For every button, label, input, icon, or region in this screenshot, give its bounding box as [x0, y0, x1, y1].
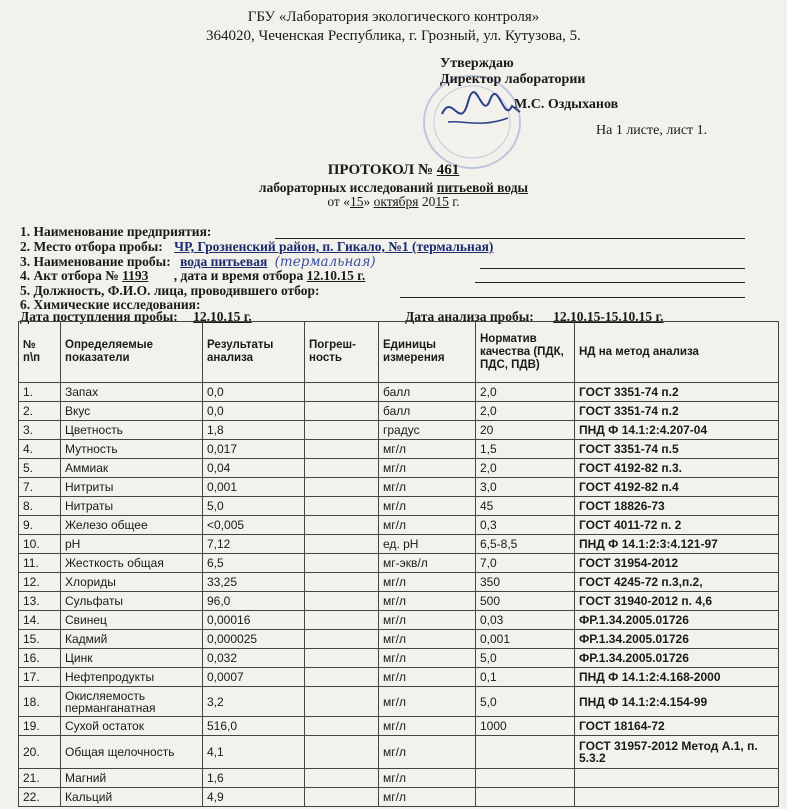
row-result: 0,017 — [203, 440, 305, 459]
receipt-date-label: Дата поступления пробы: — [20, 309, 178, 324]
row-units: мг/л — [379, 717, 476, 736]
row-method: ГОСТ 31954-2012 — [575, 554, 779, 573]
row-number: 1. — [19, 383, 61, 402]
row-method: ПНД Ф 14.1:2:4.154-99 — [575, 687, 779, 717]
row-error — [305, 535, 379, 554]
header-indicator: Определяемые показатели — [61, 322, 203, 383]
row-result: 96,0 — [203, 592, 305, 611]
row-indicator: Железо общее — [61, 516, 203, 535]
row-method: ГОСТ 4192-82 п.3. — [575, 459, 779, 478]
org-name: ГБУ «Лаборатория экологического контроля» — [247, 9, 540, 25]
row-result: 4,9 — [203, 788, 305, 807]
row-method: ФР.1.34.2005.01726 — [575, 630, 779, 649]
row-number: 15. — [19, 630, 61, 649]
row-indicator: Вкус — [61, 402, 203, 421]
row-result: 33,25 — [203, 573, 305, 592]
row-indicator: Магний — [61, 769, 203, 788]
row-norm: 2,0 — [476, 459, 575, 478]
sampling-place-value: ЧР, Грозненский район, п. Гикало, №1 (термальная) — [174, 239, 494, 254]
row-norm: 3,0 — [476, 478, 575, 497]
act-date: 12.10.15 г. — [306, 268, 366, 283]
row-norm: 0,001 — [476, 630, 575, 649]
row-error — [305, 668, 379, 687]
header-error: Погреш-ность — [305, 322, 379, 383]
row-method: ГОСТ 31940-2012 п. 4,6 — [575, 592, 779, 611]
director-name: М.С. Оздыханов — [514, 97, 619, 112]
act-number: 1193 — [122, 268, 149, 283]
table-row — [19, 440, 779, 459]
row-error — [305, 478, 379, 497]
row-number: 4. — [19, 440, 61, 459]
table-header-row — [19, 322, 779, 383]
sampling-place-label: 2. Место отбора пробы: — [20, 239, 163, 254]
row-indicator: Кадмий — [61, 630, 203, 649]
header-number: № п\п — [19, 322, 61, 383]
row-units: мг/л — [379, 592, 476, 611]
row-units: мг/л — [379, 516, 476, 535]
row-result: 3,2 — [203, 687, 305, 717]
row-number: 14. — [19, 611, 61, 630]
row-norm: 500 — [476, 592, 575, 611]
row-indicator: Сухой остаток — [61, 717, 203, 736]
sample-name-value: вода питьевая — [180, 254, 268, 269]
table-row — [19, 687, 779, 717]
row-units: мг/л — [379, 769, 476, 788]
protocol-number: 461 — [436, 162, 460, 178]
row-norm: 350 — [476, 573, 575, 592]
row-method: ГОСТ 18164-72 — [575, 717, 779, 736]
row-method: ГОСТ 3351-74 п.2 — [575, 402, 779, 421]
row-number: 12. — [19, 573, 61, 592]
row-number: 5. — [19, 459, 61, 478]
act-mid: , дата и время отбора — [173, 268, 304, 283]
row-number: 16. — [19, 649, 61, 668]
row-indicator: Кальций — [61, 788, 203, 807]
row-error — [305, 497, 379, 516]
row-method: ПНД Ф 14.1:2:3:4.121-97 — [575, 535, 779, 554]
row-units: мг-экв/л — [379, 554, 476, 573]
table-row — [19, 383, 779, 402]
row-result: 0,032 — [203, 649, 305, 668]
row-method: ГОСТ 4192-82 п.4 — [575, 478, 779, 497]
row-error — [305, 383, 379, 402]
table-row — [19, 769, 779, 788]
analysis-date-value: 12.10.15-15.10.15 г. — [553, 309, 664, 324]
row-result: 1,8 — [203, 421, 305, 440]
row-indicator: Запах — [61, 383, 203, 402]
row-method: ПНД Ф 14.1:2:4.207-04 — [575, 421, 779, 440]
row-method: ПНД Ф 14.1:2:4.168-2000 — [575, 668, 779, 687]
row-number: 13. — [19, 592, 61, 611]
row-units: градус — [379, 421, 476, 440]
date-mid: » — [363, 194, 371, 209]
date-year-suffix: г. — [452, 194, 460, 209]
date-prefix: от « — [327, 194, 350, 209]
row-result: 0,001 — [203, 478, 305, 497]
row-number: 22. — [19, 788, 61, 807]
sheet-info: На 1 листе, лист 1. — [596, 123, 708, 138]
row-result: <0,005 — [203, 516, 305, 535]
row-number: 19. — [19, 717, 61, 736]
table-row — [19, 592, 779, 611]
row-indicator: Общая щелочность — [61, 736, 203, 769]
row-error — [305, 769, 379, 788]
row-units: мг/л — [379, 440, 476, 459]
field-enterprise: 1. Наименование предприятия: — [20, 224, 212, 239]
row-indicator: Жесткость общая — [61, 554, 203, 573]
row-result: 0,0007 — [203, 668, 305, 687]
analysis-date-label: Дата анализа пробы: — [405, 309, 534, 324]
row-norm: 5,0 — [476, 649, 575, 668]
subtitle-value: питьевой воды — [436, 180, 529, 195]
row-number: 11. — [19, 554, 61, 573]
row-method — [575, 769, 779, 788]
field-sample-name-line — [480, 268, 745, 269]
table-row — [19, 788, 779, 807]
row-error — [305, 421, 379, 440]
date-year-prefix: 20 — [421, 194, 436, 209]
row-norm: 1000 — [476, 717, 575, 736]
row-indicator: pH — [61, 535, 203, 554]
row-units: мг/л — [379, 573, 476, 592]
row-indicator: Хлориды — [61, 573, 203, 592]
row-norm: 0,3 — [476, 516, 575, 535]
row-units: мг/л — [379, 668, 476, 687]
row-norm: 7,0 — [476, 554, 575, 573]
row-norm: 0,03 — [476, 611, 575, 630]
row-method: ГОСТ 3351-74 п.5 — [575, 440, 779, 459]
row-number: 9. — [19, 516, 61, 535]
row-indicator: Цветность — [61, 421, 203, 440]
table-row — [19, 717, 779, 736]
protocol-title-text: ПРОТОКОЛ № — [327, 162, 434, 178]
row-units: мг/л — [379, 478, 476, 497]
sample-name-handwritten: (термальная) — [274, 254, 376, 270]
subtitle-prefix: лабораторных исследований — [258, 180, 434, 195]
row-result: 4,1 — [203, 736, 305, 769]
header-method: НД на метод анализа — [575, 322, 779, 383]
row-method: ГОСТ 3351-74 п.2 — [575, 383, 779, 402]
row-error — [305, 573, 379, 592]
row-result: 516,0 — [203, 717, 305, 736]
row-indicator: Цинк — [61, 649, 203, 668]
table-row — [19, 402, 779, 421]
row-indicator: Сульфаты — [61, 592, 203, 611]
row-norm: 0,1 — [476, 668, 575, 687]
row-method: ГОСТ 18826-73 — [575, 497, 779, 516]
table-row — [19, 497, 779, 516]
row-result: 0,000025 — [203, 630, 305, 649]
row-number: 21. — [19, 769, 61, 788]
row-indicator: Свинец — [61, 611, 203, 630]
row-indicator: Окисляемость перманганатная — [61, 687, 203, 717]
row-error — [305, 649, 379, 668]
row-number: 8. — [19, 497, 61, 516]
row-units: мг/л — [379, 630, 476, 649]
row-indicator: Аммиак — [61, 459, 203, 478]
table-row — [19, 478, 779, 497]
row-error — [305, 402, 379, 421]
row-error — [305, 554, 379, 573]
row-units: мг/л — [379, 649, 476, 668]
field-act-line — [475, 282, 745, 283]
approved-label: Утверждаю — [440, 56, 514, 71]
table-row — [19, 649, 779, 668]
row-error — [305, 611, 379, 630]
row-method: ГОСТ 31957-2012 Метод А.1, п. 5.3.2 — [575, 736, 779, 769]
row-number: 17. — [19, 668, 61, 687]
row-indicator: Нефтепродукты — [61, 668, 203, 687]
row-method: ГОСТ 4245-72 п.3,п.2, — [575, 573, 779, 592]
table-row — [19, 535, 779, 554]
row-norm: 1,5 — [476, 440, 575, 459]
row-number: 7. — [19, 478, 61, 497]
table-row — [19, 736, 779, 769]
date-day: 15 — [349, 194, 364, 209]
protocol-date — [0, 194, 787, 210]
results-body — [19, 383, 779, 807]
row-error — [305, 687, 379, 717]
row-result: 0,00016 — [203, 611, 305, 630]
row-units: мг/л — [379, 459, 476, 478]
row-units: ед. pH — [379, 535, 476, 554]
sample-name-label: 3. Наименование пробы: — [20, 254, 171, 269]
table-row — [19, 516, 779, 535]
row-error — [305, 592, 379, 611]
table-row — [19, 573, 779, 592]
field-chemical: 6. Химические исследования: — [20, 297, 201, 312]
row-units: мг/л — [379, 736, 476, 769]
org-address: 364020, Чеченская Республика, г. Грозный, ул. Кутузова, 5. — [206, 28, 581, 44]
row-units: балл — [379, 383, 476, 402]
row-number: 10. — [19, 535, 61, 554]
row-number: 20. — [19, 736, 61, 769]
row-norm: 6,5-8,5 — [476, 535, 575, 554]
row-result: 0,0 — [203, 383, 305, 402]
row-method: ФР.1.34.2005.01726 — [575, 649, 779, 668]
row-result: 7,12 — [203, 535, 305, 554]
row-error — [305, 459, 379, 478]
row-units: мг/л — [379, 687, 476, 717]
row-result: 6,5 — [203, 554, 305, 573]
results-table — [18, 321, 779, 807]
field-act — [20, 268, 365, 284]
row-number: 3. — [19, 421, 61, 440]
row-error — [305, 717, 379, 736]
header-units: Единицы измерения — [379, 322, 476, 383]
row-method — [575, 788, 779, 807]
field-sampling-place — [20, 239, 493, 255]
row-result: 0,0 — [203, 402, 305, 421]
receipt-date-value: 12.10.15 г. — [193, 309, 252, 324]
row-norm: 2,0 — [476, 402, 575, 421]
row-units: балл — [379, 402, 476, 421]
row-error — [305, 440, 379, 459]
row-result: 0,04 — [203, 459, 305, 478]
row-units: мг/л — [379, 788, 476, 807]
table-row — [19, 611, 779, 630]
row-units: мг/л — [379, 497, 476, 516]
table-row — [19, 459, 779, 478]
row-method: ГОСТ 4011-72 п. 2 — [575, 516, 779, 535]
row-error — [305, 516, 379, 535]
date-year: 15 — [435, 194, 449, 209]
row-indicator: Мутность — [61, 440, 203, 459]
protocol-title — [0, 162, 787, 179]
row-norm: 20 — [476, 421, 575, 440]
row-units: мг/л — [379, 611, 476, 630]
table-row — [19, 630, 779, 649]
row-error — [305, 788, 379, 807]
row-indicator: Нитраты — [61, 497, 203, 516]
row-indicator: Нитриты — [61, 478, 203, 497]
row-number: 18. — [19, 687, 61, 717]
row-number: 2. — [19, 402, 61, 421]
header-norm: Норматив качества (ПДК, ПДС, ПДВ) — [476, 322, 575, 383]
row-norm: 5,0 — [476, 687, 575, 717]
row-method: ФР.1.34.2005.01726 — [575, 611, 779, 630]
act-label: 4. Акт отбора № — [20, 268, 119, 283]
date-month: октября — [373, 194, 419, 209]
header-result: Результаты анализа — [203, 322, 305, 383]
field-sampler-line — [400, 297, 745, 298]
row-result: 5,0 — [203, 497, 305, 516]
row-error — [305, 736, 379, 769]
row-norm — [476, 736, 575, 769]
field-sampler: 5. Должность, Ф.И.О. лица, проводившего отбор: — [20, 283, 320, 298]
row-norm — [476, 769, 575, 788]
row-norm: 2,0 — [476, 383, 575, 402]
row-result: 1,6 — [203, 769, 305, 788]
table-row — [19, 554, 779, 573]
row-norm — [476, 788, 575, 807]
row-error — [305, 630, 379, 649]
director-label: Директор лаборатории — [440, 72, 586, 87]
table-row — [19, 668, 779, 687]
table-row — [19, 421, 779, 440]
row-norm: 45 — [476, 497, 575, 516]
